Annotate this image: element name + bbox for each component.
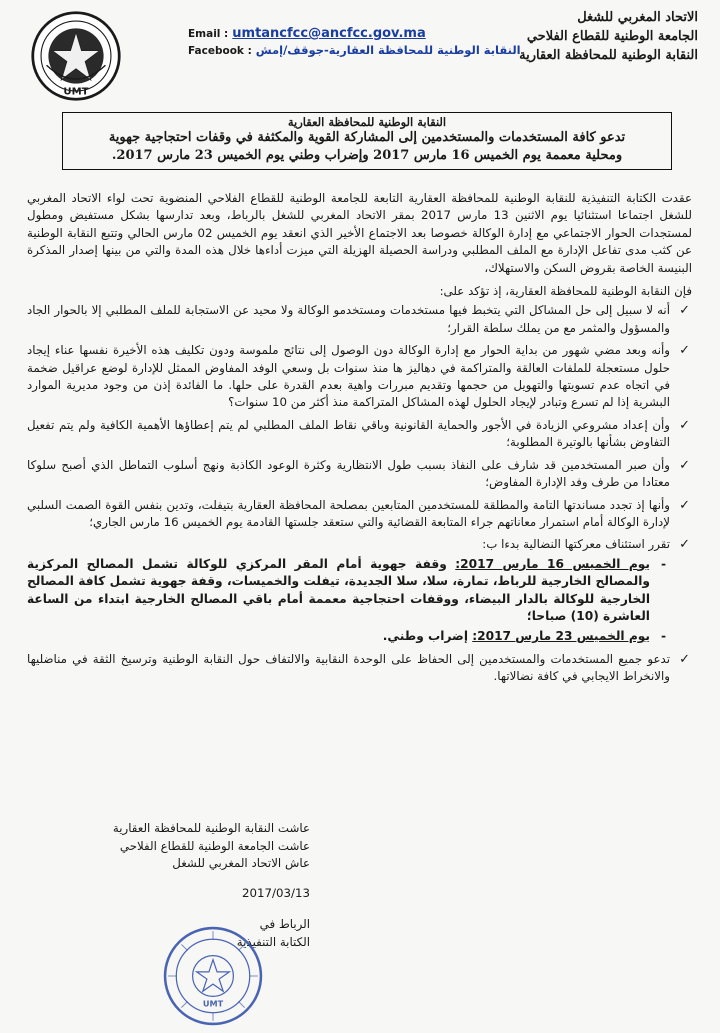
list-item [27,651,692,686]
checkmark-icon: ✓ [679,457,690,473]
checkmark-icon: ✓ [679,303,690,319]
checkmark-icon: ✓ [679,651,690,667]
official-stamp [162,925,264,1027]
org-line: الجامعة الوطنية للقطاع الفلاحي [526,29,698,44]
point-text: وأن إعداد مشروعي الزيادة في الأجور والحماية القانونية وباقي نقاط الملف المطلبي لم يتم إعطاؤها الأهمية الكافية ولم يتم تفعيل التفاوض بشأنها بالوتيرة المطلوبة؛ [27,417,670,450]
umt-logo [30,10,122,102]
closing-line: عاشت الجامعة الوطنية للقطاع الفلاحي [119,838,310,853]
closing-line: عاشت النقابة الوطنية للمحافظة العقارية [112,821,310,835]
action-text: إضراب وطني. [382,629,473,644]
body-text [27,190,692,691]
checkmark-icon: ✓ [679,417,690,433]
point-text: وأنها إذ تجدد مساندتها التامة والمطلقة للمستخدمين المتابعين بمصلحة المحافظة العقارية بتيفلت، وتدين بنفس القوة الصمت السلبي لإدارة الوكالة أمام استمرار معاناتهم جراء المتابعة القضائية والتي ستعقد جلستها القادمة يوم الخميس 16 مارس الجاري؛ [27,497,670,529]
email-link[interactable]: umtancfcc@ancfcc.gov.ma [232,26,426,41]
title-line: ومحلية معممة يوم الخميس 16 مارس 2017 وإضراب وطني يوم الخميس 23 مارس 2017. [111,148,623,163]
list-item [27,457,692,492]
list-item [27,302,692,337]
org-header [519,8,698,65]
point-text: تقرر استئناف معركتها النضالية بدءا ب: [482,537,670,552]
logo-text: UMT [63,86,89,98]
title-heading: النقابة الوطنية للمحافظة العقارية [287,115,447,129]
action-text: وقفة جهوية أمام المقر المركزي للوكالة تشمل المصالح المركزية والمصالح الخارجية للرباط، تمارة، سلا، سلا الجديدة، تيفلت والخميسات، وقفة جهوية تشمل كافة المصالح الخارجية للوكالة بالدار البيضاء، ووقفات احتجاجية معممة أمام باقي المصالح الخارجية ابتداء من الساعة العاشرة (10) صباحا؛ [27,556,650,623]
contact-block [188,26,521,59]
action-item [27,556,670,626]
list-item [27,342,692,412]
dash-icon: - [660,556,666,571]
list-item [27,536,692,645]
org-line: الاتحاد المغربي للشغل [577,10,698,25]
action-date: يوم الخميس 16 مارس 2017: [455,556,651,571]
date-line [110,885,310,903]
date-value: 2017/03/13 [242,885,310,900]
checkmark-icon: ✓ [679,537,690,553]
dash-icon: - [660,629,666,644]
closing-line: عاش الاتحاد المغربي للشغل [172,856,310,870]
list-item [27,497,692,532]
action-item [27,628,670,645]
intro-paragraph: عقدت الكتابة التنفيذية للنقابة الوطنية للمحافظة العقارية التابعة للجامعة الوطنية للقطاع الفلاحي المنضوية تحت لواء الاتحاد المغربي للشغل اجتماعا استثنائيا يوم الاثنين 13 مارس 2017 بمقر الاتحاد المغربي للشغل بالرباط، وبعد تدارسها بشكل مستفيض ومطول لمستجدات الحوار الاجتماعي مع إدارة الوكالة خصوصا بعد الاجتماع الأخير الذي انعقد يوم الخميس 02 مارس الحالي وتتبع النقابة الوطنية عن كثب مدى تفاعل الإدارة مع الملف المطلبي ودراسة الحصيلة الهزيلة التي ميزت أداءها خلال هذه المدة والتي من بينها إصدار المذكرة البنيسة الخاصة بقروض السكن والاستهلاك، [27,191,693,275]
facebook-link[interactable]: النقابة الوطنية للمحافظة العقارية-جوقف/إمش [255,43,521,57]
title-box [62,112,672,170]
point-text: وأن صبر المستخدمين قد شارف على النفاذ بسبب طول الانتظارية وكثرة الوعود الكاذبة ونهج أسلوب التماطل الذي أصبح سلوكا معتادا من طرف وفد الإدارة المفاوض؛ [27,457,670,490]
checkmark-icon: ✓ [679,343,690,359]
place-line: الرباط في [259,917,310,931]
points-list [27,302,692,685]
facebook-label: Facebook : [188,45,252,57]
signatory: الكتابة التنفيذية [236,934,310,949]
title-line: تدعو كافة المستخدمات والمستخدمين إلى المشاركة القوية والمكثفة في وقفات احتجاجية جهوية [108,130,626,145]
email-label: Email : [188,28,229,40]
org-line: النقابة الوطنية للمحافظة العقارية [519,48,698,63]
point-text: أنه لا سبيل إلى حل المشاكل التي يتخبط فيها مستخدمات ومستخدمو الوكالة ولا محيد عن الاستجابة للملف المطلبي إلا بالحوار الجاد والمسؤول والمثمر مع من يملك سلطة القرار؛ [27,303,670,335]
checkmark-icon: ✓ [679,497,690,513]
lead-sentence: فإن النقابة الوطنية للمحافظة العقارية، إذ تؤكد على: [439,284,692,299]
point-text: تدعو جميع المستخدمات والمستخدمين إلى الحفاظ على الوحدة النقابية والالتفاف حول النقابة الوطنية وترسيخ الثقة في مناضليها والانخراط الايجابي في كافة نضالاتها. [27,651,670,684]
action-date: يوم الخميس 23 مارس 2017: [472,629,650,644]
action-list [27,556,670,646]
list-item [27,417,692,452]
point-text: وأنه وبعد مضي شهور من بداية الحوار مع إدارة الوكالة دون الوصول إلى نتائج ملموسة ودون تكليف هذه الأخيرة نفسها عناء إيجاد حلول مستعجلة للملفات العالقة والمتراكمة في دهاليز ها منذ سنوات بل وسعي الوفد المفاوض الممثل للإدارة لوضع عراقيل ضخمة في اتجاه عدم تسويتها والتهويل من حجمها وتقديم مبررات واهية بعدم القدرة على حلها. ما الفائدة إذن من وجود مديرية الموارد البشرية إذا لم تسرع وتبادر لإيجاد الحلول لهذه المشاكل المتراكمة منذ أكثر من 10 سنوات؟ [27,343,670,410]
stamp-text: UMT [202,998,224,1009]
